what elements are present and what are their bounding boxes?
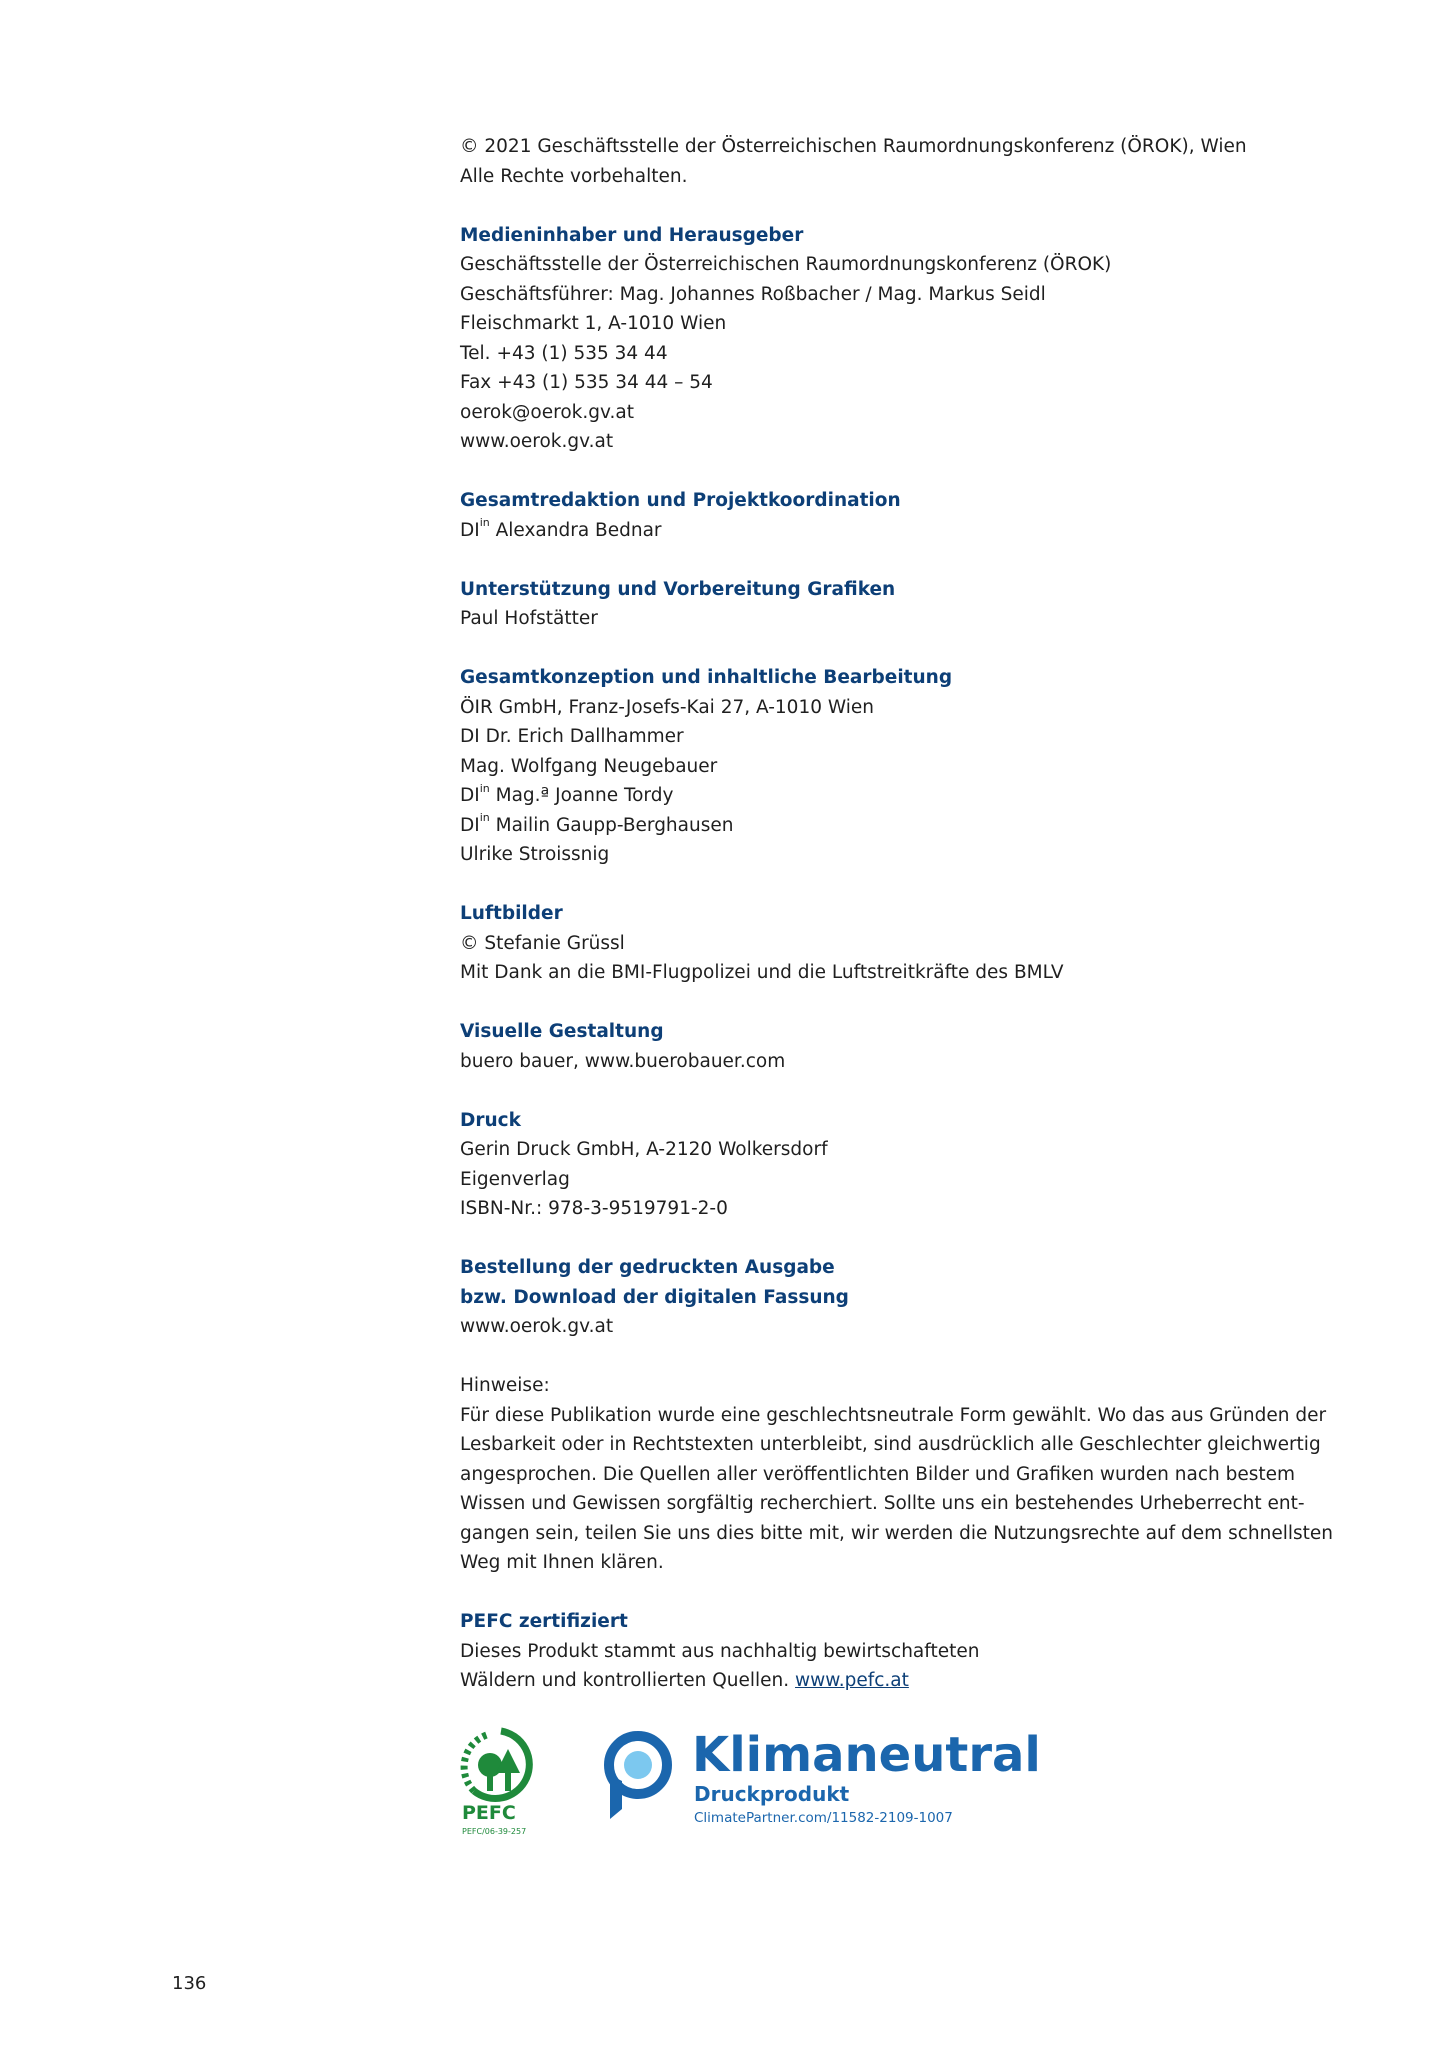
graphics-heading: Unterstützung und Vorbereitung Grafiken — [460, 578, 896, 600]
owner-address: Fleischmarkt 1, A-1010 Wien — [460, 313, 727, 334]
title-prefix: DI — [460, 785, 480, 806]
order-url[interactable]: www.oerok.gv.at — [460, 1316, 614, 1337]
owner-email[interactable]: oerok@oerok.gv.at — [460, 401, 634, 423]
climate-neutral-subtitle: Druckprodukt — [694, 1782, 850, 1806]
notes-text-line: Lesbarkeit oder in Rechtstexten unterbleibt, sind ausdrücklich alle Geschlechter gleichwertig — [460, 1434, 1321, 1455]
isbn: ISBN-Nr.: 978-3-9519791-2-0 — [460, 1198, 728, 1219]
certification-logos — [460, 1725, 1060, 1855]
order-heading-2: bzw. Download der digitalen Fassung — [460, 1286, 849, 1308]
publisher-type: Eigenverlag — [460, 1168, 570, 1190]
aerial-block — [460, 899, 1280, 988]
pefc-license-number: PEFC/06-39-257 — [462, 1827, 527, 1836]
notes-text-line: Für diese Publikation wurde eine geschlechtsneutrale Form gewählt. Wo das aus Gründen der — [460, 1404, 1327, 1426]
order-block — [460, 1253, 1280, 1342]
owner-block — [460, 221, 1280, 457]
concept-person — [460, 781, 1280, 811]
pefc-block — [460, 1607, 1280, 1696]
imprint-column — [460, 132, 1333, 1725]
concept-heading: Gesamtkonzeption und inhaltliche Bearbeitung — [460, 667, 953, 688]
owner-heading: Medieninhaber und Herausgeber — [460, 224, 804, 246]
owner-website[interactable]: www.oerok.gv.at — [460, 431, 614, 452]
title-prefix: DI — [460, 814, 480, 836]
owner-phone: Tel. +43 (1) 535 34 44 — [460, 342, 668, 364]
printer: Gerin Druck GmbH, A-2120 Wolkersdorf — [460, 1139, 828, 1160]
order-heading: Bestellung der gedruckten Ausgabe — [460, 1257, 835, 1278]
notes-label: Hinweise: — [460, 1375, 550, 1396]
title-sup: in — [479, 516, 490, 530]
person-name: Alexandra Bednar — [489, 519, 662, 541]
print-block — [460, 1106, 1280, 1224]
copyright-line: © 2021 Geschäftsstelle der Österreichischen Raumordnungskonferenz (ÖROK), Wien — [460, 136, 1247, 157]
concept-block — [460, 663, 1280, 870]
pefc-text: Dieses Produkt stammt aus nachhaltig bewirtschafteten — [460, 1640, 980, 1662]
climate-neutral-title: Klimaneutral — [692, 1727, 1041, 1783]
graphics-block — [460, 575, 1280, 634]
pefc-logo-text: PEFC — [462, 1802, 516, 1824]
owner-managers: Geschäftsführer: Mag. Johannes Roßbacher / Mag. Markus Seidl — [460, 283, 1046, 305]
copyright-block — [460, 132, 1280, 191]
aerial-credit: © Stefanie Grüssl — [460, 932, 625, 954]
person-name: Mailin Gaupp-Berghausen — [489, 814, 734, 836]
notes-text-line: Wissen und Gewissen sorgfältig recherchiert. Sollte uns ein bestehendes Urheberrecht ent- — [460, 1493, 1305, 1514]
design-credit: buero bauer, www.buerobauer.com — [460, 1050, 786, 1072]
pefc-text-part: Wäldern und kontrollierten Quellen. — [460, 1670, 796, 1691]
pefc-logo-icon — [460, 1725, 542, 1829]
title-sup: in — [479, 781, 490, 795]
concept-person — [460, 811, 1280, 841]
notes-text-line: Weg mit Ihnen klären. — [460, 1552, 664, 1573]
concept-person: Mag. Wolfgang Neugebauer — [460, 755, 718, 777]
notes-block — [460, 1371, 1333, 1578]
page-number: 136 — [172, 1973, 207, 1994]
rights-line: Alle Rechte vorbehalten. — [460, 165, 688, 187]
climatepartner-logo-icon — [602, 1729, 674, 1821]
editing-name — [460, 516, 1280, 546]
owner-org: Geschäftsstelle der Österreichischen Raumordnungskonferenz (ÖROK) — [460, 254, 1112, 275]
pefc-heading: PEFC zertifiziert — [460, 1611, 628, 1632]
person-name: Mag.ª Joanne Tordy — [489, 785, 674, 806]
notes-text-line: gangen sein, teilen Sie uns dies bitte mit, wir werden die Nutzungsrechte auf dem schnellsten — [460, 1522, 1333, 1544]
concept-person: Ulrike Stroissnig — [460, 844, 610, 865]
pefc-link[interactable]: www.pefc.at — [795, 1670, 909, 1691]
concept-person: DI Dr. Erich Dallhammer — [460, 726, 684, 747]
aerial-thanks: Mit Dank an die BMI-Flugpolizei und die Luftstreitkräfte des BMLV — [460, 962, 1064, 983]
concept-org: ÖIR GmbH, Franz-Josefs-Kai 27, A-1010 Wien — [460, 696, 875, 718]
design-heading: Visuelle Gestaltung — [460, 1021, 664, 1042]
owner-fax: Fax +43 (1) 535 34 44 – 54 — [460, 372, 713, 393]
notes-text-line: angesprochen. Die Quellen aller veröffentlichten Bilder und Grafiken wurden nach bestem — [460, 1463, 1296, 1485]
pefc-text — [460, 1666, 1280, 1696]
aerial-heading: Luftbilder — [460, 903, 563, 924]
editing-block — [460, 486, 1280, 545]
climate-partner-url[interactable]: ClimatePartner.com/11582-2109-1007 — [694, 1810, 953, 1826]
title-prefix: DI — [460, 519, 480, 541]
editing-heading: Gesamtredaktion und Projektkoordination — [460, 490, 901, 511]
graphics-name: Paul Hofstätter — [460, 608, 598, 629]
title-sup: in — [479, 811, 490, 825]
design-block — [460, 1017, 1280, 1076]
print-heading: Druck — [460, 1109, 521, 1131]
